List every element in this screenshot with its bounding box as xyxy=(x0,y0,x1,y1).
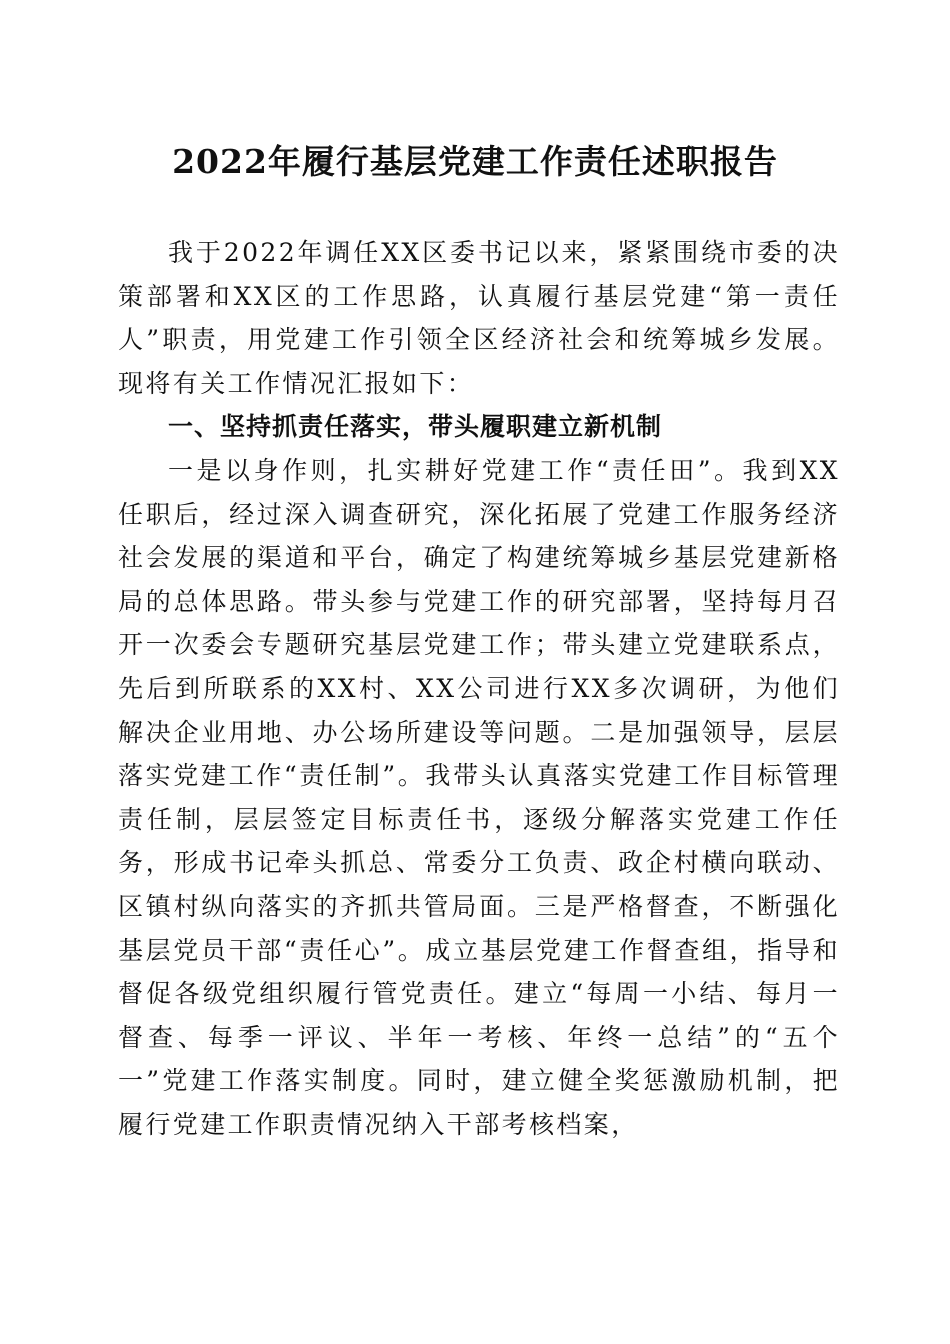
section-paragraph: 一是以身作则，扎实耕好党建工作“责任田”。我到XX任职后，经过深入调查研究，深化拓展了党建工作服务经济社会发展的渠道和平台，确定了构建统筹城乡基层党建新格局的总体思路。带头参与党建工作的研究部署，坚持每月召开一次委会专题研究基层党建工作；带头建立党建联系点，先后到所联系的XX村、XX公司进行XX多次调研，为他们解决企业用地、办公场所建设等问题。二是加强领导，层层落实党建工作“责任制”。我带头认真落实党建工作目标管理责任制，层层签定目标责任书，逐级分解落实党建工作任务，形成书记牵头抓总、常委分工负责、政企村横向联动、区镇村纵向落实的齐抓共管局面。三是严格督查，不断强化基层党员干部“责任心”。成立基层党建工作督查组，指导和督促各级党组织履行管党责任。建立“每周一小结、每月一督查、每季一评议、半年一考核、年终一总结”的“五个一”党建工作落实制度。同时，建立健全奖惩激励机制，把履行党建工作职责情况纳入干部考核档案， xyxy=(118,455,840,1139)
document-title: 2022年履行基层党建工作责任述职报告 xyxy=(172,142,778,181)
intro-paragraph: 我于2022年调任XX区委书记以来，紧紧围绕市委的决策部署和XX区的工作思路，认真履行基层党建“第一责任人”职责，用党建工作引领全区经济社会和统筹城乡发展。现将有关工作情况汇报如下： xyxy=(118,238,840,398)
section-heading: 一、坚持抓责任落实，带头履职建立新机制 xyxy=(168,412,663,442)
document-body xyxy=(118,231,840,1146)
